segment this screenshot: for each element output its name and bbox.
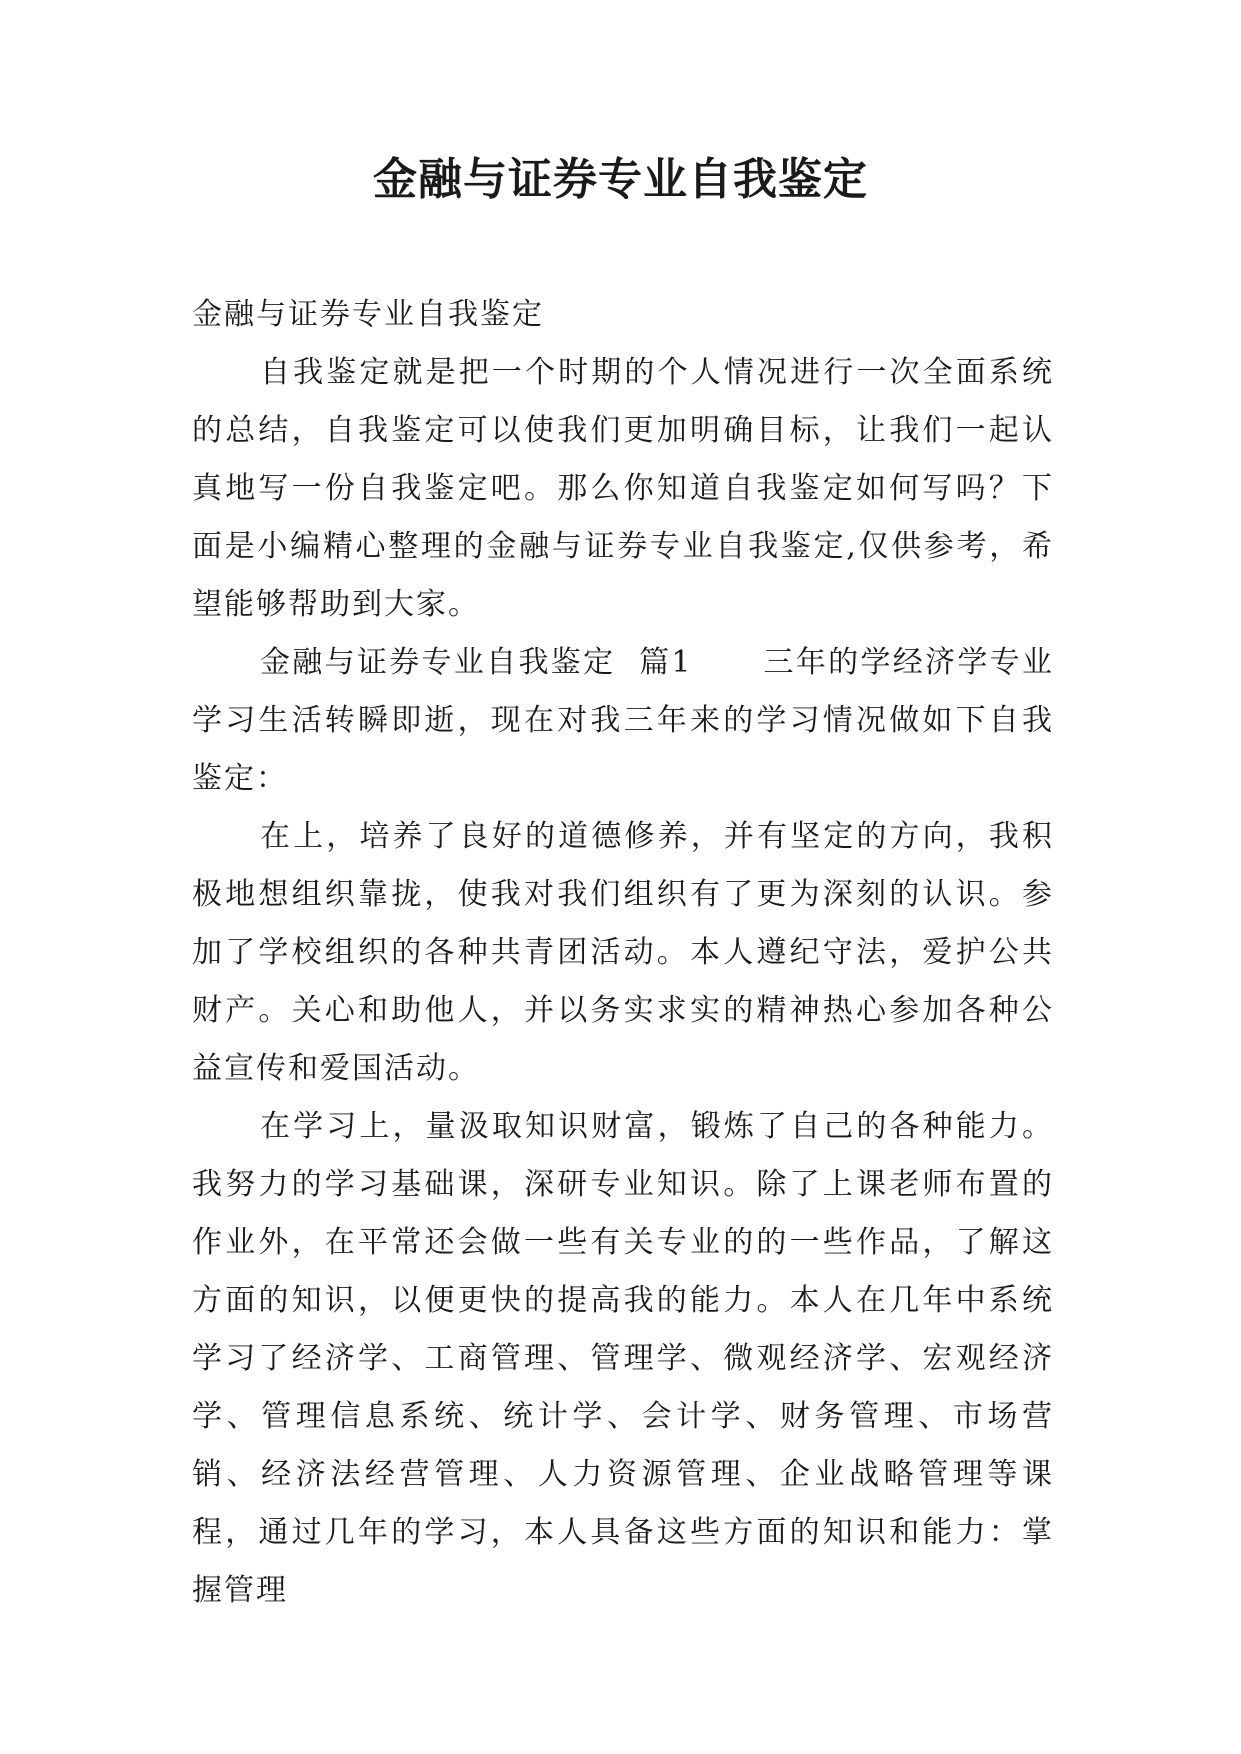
document-title: 金融与证券专业自我鉴定: [373, 154, 868, 205]
body-paragraph: 在学习上，量汲取知识财富，锻炼了自己的各种能力。我努力的学习基础课，深研专业知识。除了上课老师布置的作业外，在平常还会做一些有关专业的的一些作品，了解这方面的知识，以便更快的提高我的能力。本人在几年中系统学习了经济学、工商管理、管理学、微观经济学、宏观经济学、管理信息系统、统计学、会计学、财务管理、市场营销、经济法经营管理、人力资源管理、企业战略管理等课程，通过几年的学习，本人具备这些方面的知识和能力：掌握管理: [192, 1109, 1054, 1608]
body-paragraph: 在上，培养了良好的道德修养，并有坚定的方向，我积极地想组织靠拢，使我对我们组织有了更为深刻的认识。参加了学校组织的各种共青团活动。本人遵纪守法，爱护公共财产。关心和助他人，并以务实求实的精神热心参加各种公益宣传和爱国活动。: [192, 819, 1054, 1086]
section-paragraph: 金融与证券专业自我鉴定 篇1 三年的学经济学专业学习生活转瞬即逝，现在对我三年来的学习情况做如下自我鉴定：: [192, 645, 1054, 796]
document-body: [192, 286, 1054, 1620]
subtitle-paragraph: 金融与证券专业自我鉴定: [192, 297, 544, 332]
intro-paragraph: 自我鉴定就是把一个时期的个人情况进行一次全面系统的总结，自我鉴定可以使我们更加明确目标，让我们一起认真地写一份自我鉴定吧。那么你知道自我鉴定如何写吗？下面是小编精心整理的金融与证券专业自我鉴定,仅供参考，希望能够帮助到大家。: [192, 355, 1054, 622]
